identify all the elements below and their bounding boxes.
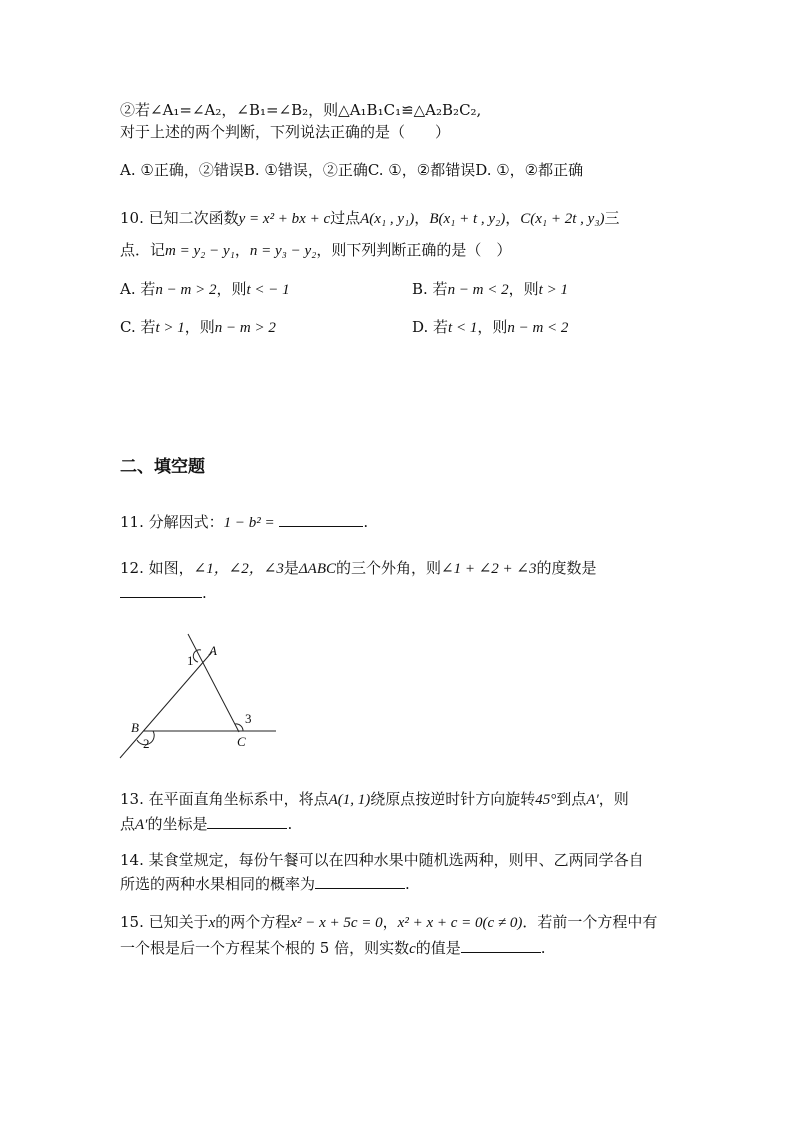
q10-comma: ， [414, 209, 430, 227]
option-condition: n − m > 2 [155, 282, 217, 298]
q15-equation-1: x² − x + 5c = 0 [290, 915, 383, 931]
q10-option-d [412, 317, 568, 338]
q15-c: c [409, 941, 416, 957]
q10-option-c [120, 317, 276, 338]
q14-line-2 [120, 874, 410, 894]
q15-line-2 [120, 938, 546, 959]
q12-exterior: 的三个外角，则 [336, 559, 442, 577]
q9-options: A. ①正确，②错误B. ①错误，②正确C. ①，②都错误D. ①，②都正确 [120, 161, 584, 179]
answer-blank[interactable] [279, 512, 363, 527]
q15-comma: ， [382, 913, 398, 931]
option-result: n − m > 2 [214, 320, 276, 336]
q10-option-b [412, 279, 568, 300]
q10-comma: ， [505, 209, 521, 227]
q10-three: 三 [604, 209, 620, 227]
option-then: ，则 [216, 280, 247, 298]
q15-root: 一个根是后一个方程某个根的 5 倍，则实数 [120, 939, 410, 957]
q14-period: . [405, 875, 410, 893]
q11-text: 11. 分解因式： [120, 513, 224, 531]
label-a: A [209, 643, 217, 658]
triangle-figure [115, 628, 285, 768]
label-1: 1 [187, 653, 194, 668]
q9-statement-2: ②若∠A₁=∠A₂，∠B₁=∠B₂，则△A₁B₁C₁≌△A₂B₂C₂, [120, 101, 482, 119]
option-label: D. 若 [412, 318, 449, 336]
q10-point-a: A(x₁ , y₁) [360, 211, 415, 227]
q13-point: A(1, 1) [328, 792, 371, 808]
q13-point-prime: A′ [586, 792, 599, 808]
answer-blank[interactable] [461, 938, 541, 953]
q14-line-1: 14. 某食堂规定，每份午餐可以在四种水果中随机选两种，则甲、乙两同学各自 [120, 851, 644, 869]
option-then: ，则 [477, 318, 508, 336]
option-label: C. 若 [120, 318, 156, 336]
q13-then: ，则 [598, 790, 629, 808]
q11-period: . [363, 513, 369, 531]
q13-line-1 [120, 789, 629, 810]
q15-variable: x [208, 915, 216, 931]
q12-line-2 [120, 583, 207, 603]
q15-two-eq: 的两个方程 [215, 913, 291, 931]
q13-rotate: 绕原点按逆时针方向旋转 [370, 790, 536, 808]
option-condition: n − m < 2 [447, 282, 509, 298]
q9-prompt: 对于上述的两个判断，下列说法正确的是（ ） [120, 123, 451, 141]
q10-point-b: B(x₁ + t , y₂) [429, 211, 506, 227]
label-2: 2 [143, 736, 150, 751]
q12-period: . [202, 584, 207, 602]
option-then: ，则 [184, 318, 215, 336]
q10-line-1 [120, 208, 620, 229]
label-c: C [237, 734, 246, 749]
q13-line-2 [120, 814, 292, 835]
q15-period: . [540, 939, 546, 957]
label-b: B [131, 720, 139, 735]
q10-intro: 10. 已知二次函数 [120, 209, 239, 227]
q13-point-prime: A′ [135, 817, 148, 833]
q12-sum: ∠1 + ∠2 + ∠3 [441, 561, 537, 577]
option-then: ，则 [508, 280, 539, 298]
option-label: A. 若 [120, 280, 156, 298]
option-result: t > 1 [538, 282, 568, 298]
option-condition: t > 1 [155, 320, 185, 336]
q12-intro: 12. 如图， [120, 559, 194, 577]
q13-to: 到点 [556, 790, 587, 808]
q15-line-1 [120, 912, 657, 933]
q14-text: 所选的两种水果相同的概率为 [120, 875, 316, 893]
option-result: t < − 1 [246, 282, 290, 298]
label-3: 3 [245, 711, 252, 726]
q10-option-a [120, 279, 290, 300]
q10-question: ，则下列判断正确的是（ ） [316, 241, 512, 259]
q10-function: y = x² + bx + c [238, 211, 331, 227]
q12-is: 是 [283, 559, 299, 577]
q12-line-1 [120, 558, 596, 579]
answer-blank[interactable] [315, 874, 405, 889]
q15-equation-2: x² + x + c = 0(c ≠ 0) [397, 915, 523, 931]
q10-define: 点．记 [120, 241, 166, 259]
q10-comma: ， [234, 241, 250, 259]
q11-expression: 1 − b² = [223, 515, 275, 531]
option-condition: t < 1 [448, 320, 478, 336]
q10-point-c: C(x₁ + 2t , y₃) [520, 211, 605, 227]
q12-measure: 的度数是 [536, 559, 597, 577]
line-ab [120, 652, 212, 758]
q10-m-def: m = y₂ − y₁ [165, 243, 235, 259]
q11 [120, 512, 368, 533]
q15-condition: ．若前一个方程中有 [522, 913, 658, 931]
q10-line-2 [120, 240, 511, 261]
q13-point-word: 点 [120, 815, 136, 833]
answer-blank[interactable] [120, 583, 202, 598]
q12-angles: ∠1，∠2，∠3 [193, 561, 284, 577]
option-label: B. 若 [412, 280, 448, 298]
answer-blank[interactable] [207, 814, 287, 829]
section-heading: 二、填空题 [120, 457, 205, 477]
q13-intro: 13. 在平面直角坐标系中，将点 [120, 790, 329, 808]
q10-passes: 过点 [330, 209, 361, 227]
q12-triangle: ΔABC [298, 561, 336, 577]
q10-n-def: n = y₃ − y₂ [249, 243, 317, 259]
q15-value: 的值是 [415, 939, 461, 957]
q13-coord: 的坐标是 [147, 815, 208, 833]
option-result: n − m < 2 [507, 320, 569, 336]
q13-degree: 45° [535, 792, 557, 808]
q13-period: . [287, 815, 293, 833]
q15-intro: 15. 已知关于 [120, 913, 209, 931]
